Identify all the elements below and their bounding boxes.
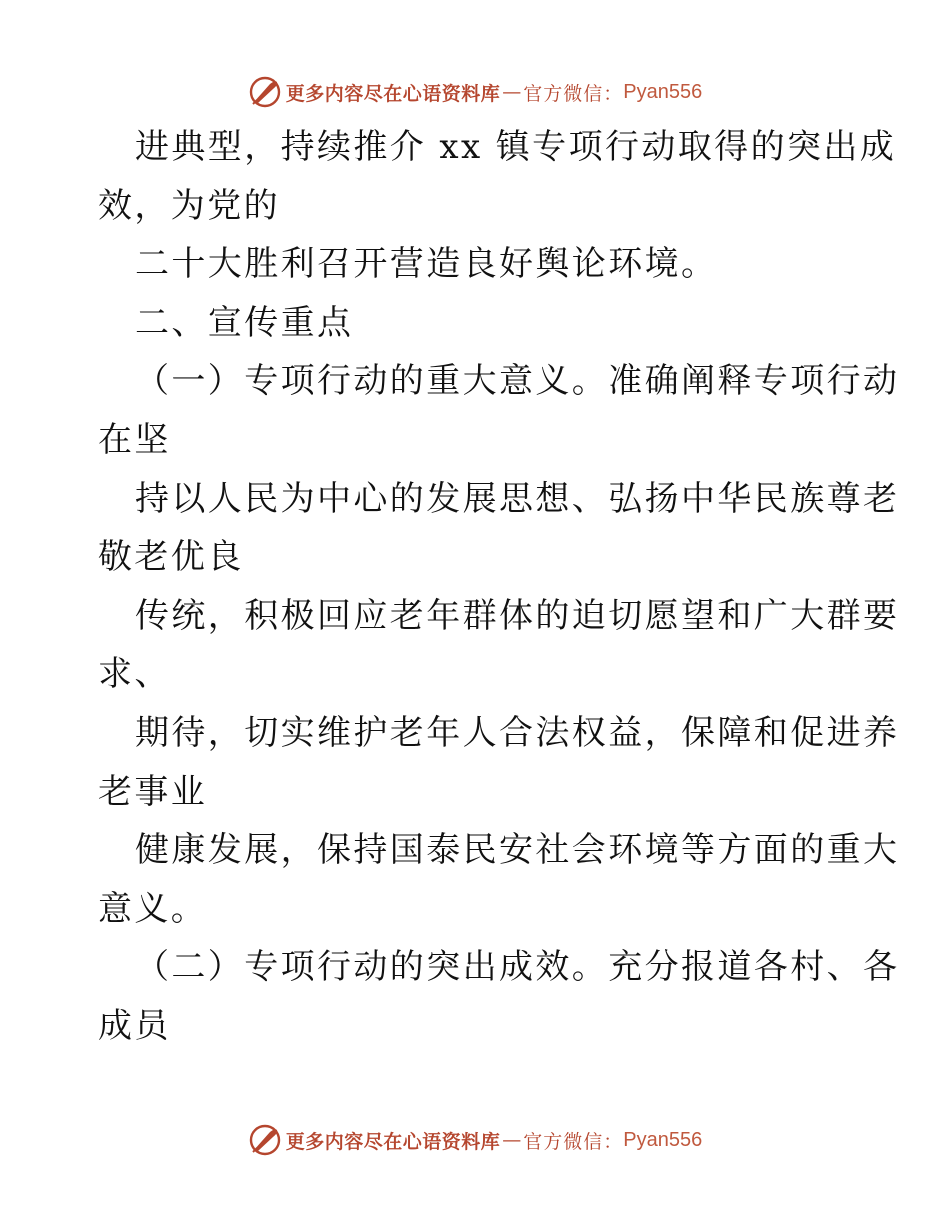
footer-banner — [0, 1120, 950, 1160]
banner-text: 更多内容尽在心语资料库 — [285, 1130, 501, 1153]
banner-wechat-id: Pyan556 — [623, 80, 703, 103]
banner-wechat-label: 官方微信： — [523, 1130, 624, 1153]
body-line: 敬老优良 — [98, 537, 244, 578]
banner-separator: — — [502, 1129, 522, 1151]
body-line: 老事业 — [98, 771, 208, 812]
body-line: 效，为党的 — [98, 185, 280, 226]
quill-pen-icon — [248, 1123, 282, 1157]
body-line: 在坚 — [98, 419, 171, 460]
body-line: 健康发展，保持国泰民安社会环境等方面的重大 — [135, 830, 900, 871]
body-line: 持以人民为中心的发展思想、弘扬中华民族尊老 — [135, 478, 900, 519]
banner-wechat-id: Pyan556 — [623, 1128, 703, 1151]
document-body — [98, 118, 900, 1056]
body-line: 意义。 — [98, 888, 208, 929]
body-line: 进典型，持续推介 xx 镇专项行动取得的突出成 — [135, 127, 897, 167]
quill-pen-icon — [248, 75, 282, 109]
body-line: 传统，积极回应老年群体的迫切愿望和广大群要 — [135, 595, 900, 636]
body-line: 二十大胜利召开营造良好舆论环境。 — [135, 244, 718, 285]
body-line: 求、 — [98, 654, 171, 695]
body-line: 成员 — [98, 1005, 171, 1046]
banner-wechat-label: 官方微信： — [523, 82, 624, 105]
section-heading: 二、宣传重点 — [135, 302, 354, 343]
body-line: 期待，切实维护老年人合法权益，保障和促进养 — [135, 712, 900, 753]
banner-text: 更多内容尽在心语资料库 — [285, 82, 501, 105]
banner-separator: — — [502, 81, 522, 103]
body-line: （二）专项行动的突出成效。充分报道各村、各 — [135, 947, 900, 988]
header-banner — [0, 72, 950, 112]
body-line: （一）专项行动的重大意义。准确阐释专项行动 — [135, 361, 900, 402]
